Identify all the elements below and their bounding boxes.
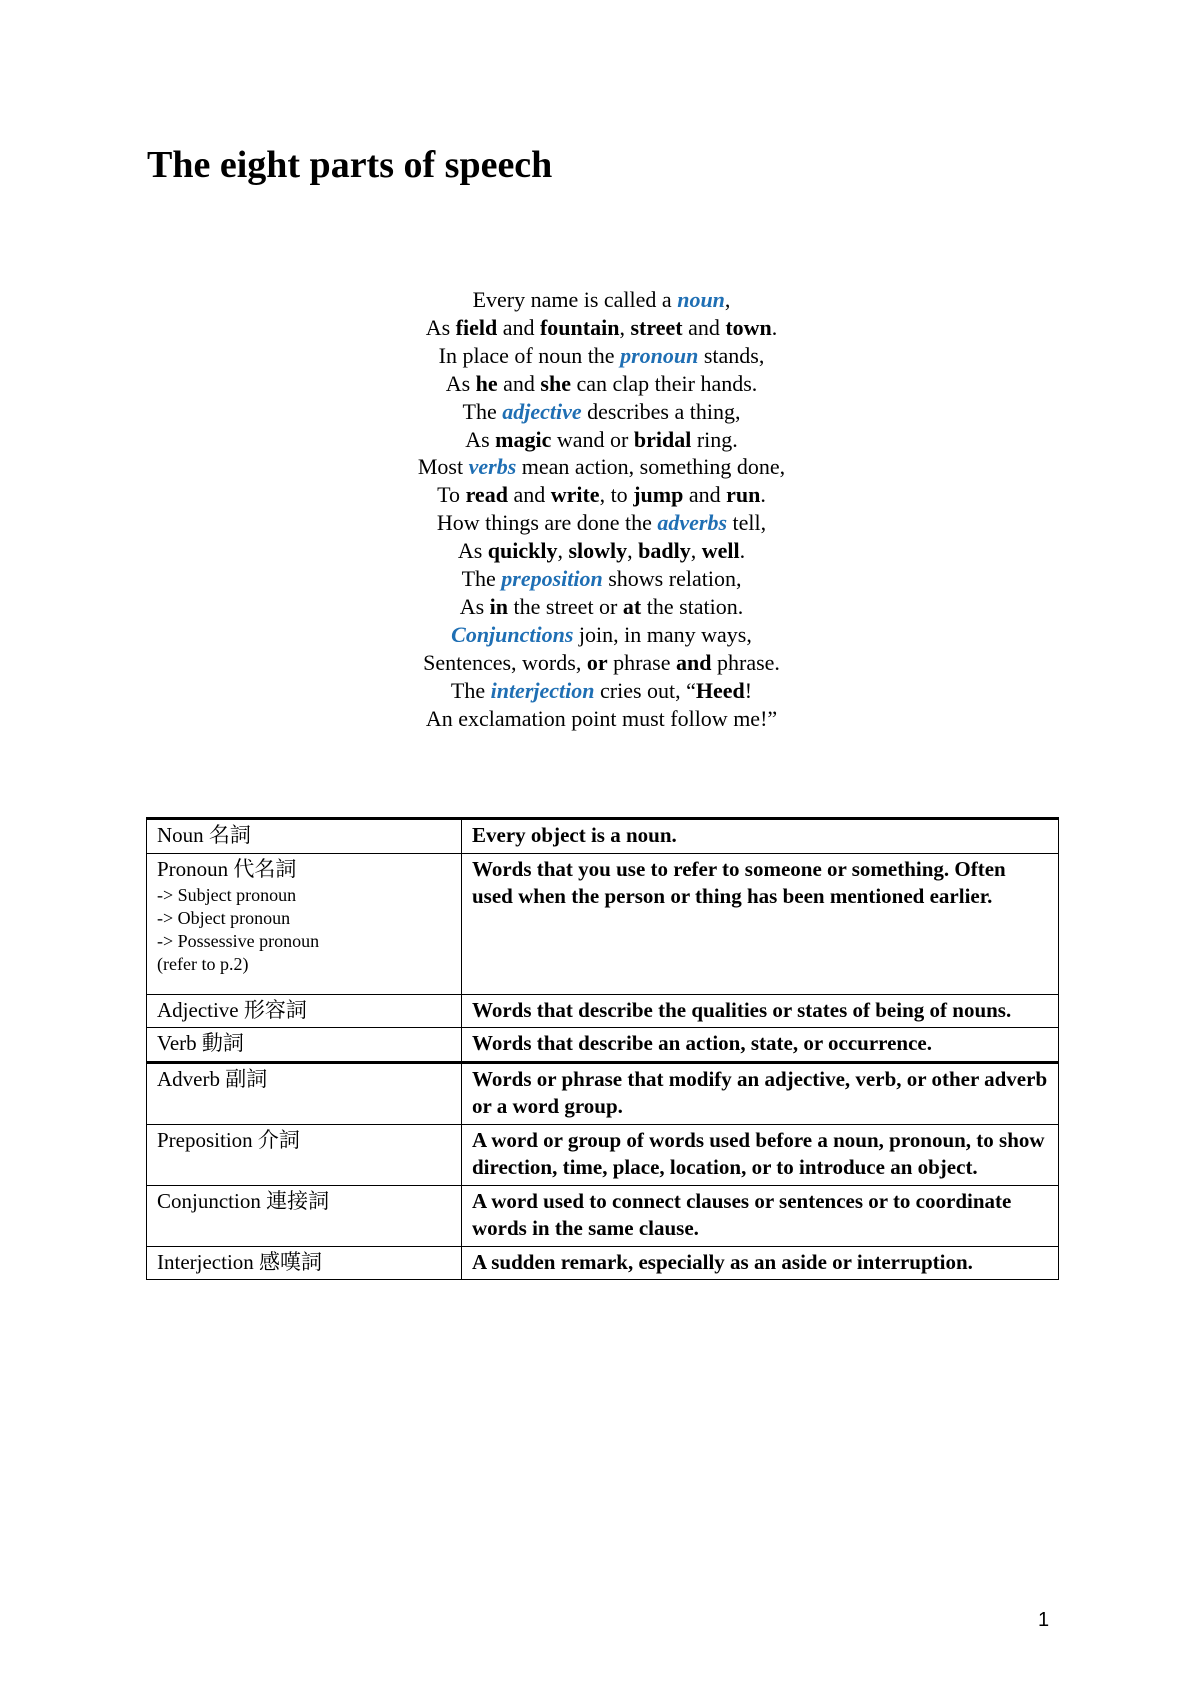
poem-line: Sentences, words, or phrase and phrase. [423, 649, 780, 675]
definition-cell: A word used to connect clauses or sentences or to coordinate words in the same clause. [462, 1185, 1059, 1246]
keyword-adjective: adjective [502, 398, 582, 424]
term-cell: Adverb 副詞 [147, 1062, 462, 1124]
poem [147, 286, 1056, 733]
definition-cell: Every object is a noun. [462, 819, 1059, 854]
definition-cell: A word or group of words used before a noun, pronoun, to show direction, time, place, location, or to introduce an object. [462, 1124, 1059, 1185]
list-item: -> Object pronoun [157, 908, 291, 928]
table-row [147, 1062, 1059, 1124]
poem-line: Most verbs mean action, something done, [417, 454, 786, 480]
page-title: The eight parts of speech [147, 144, 553, 186]
term-cell: Conjunction 連接詞 [147, 1185, 462, 1246]
table-row [147, 1185, 1059, 1246]
term-cell: Pronoun 代名詞 -> Subject pronoun -> Object pronoun -> Possessive pronoun (refer to p.2) [147, 853, 462, 994]
page-number: 1 [1038, 1609, 1050, 1631]
definition-cell: A sudden remark, especially as an aside or interruption. [462, 1246, 1059, 1280]
poem-line: To read and write, to jump and run. [437, 482, 766, 508]
poem-line: The interjection cries out, “Heed! [450, 677, 753, 703]
poem-line: As in the street or at the station. [459, 593, 744, 619]
table-row [147, 1028, 1059, 1063]
term-cell: Noun 名詞 [147, 819, 462, 854]
poem-line: Every name is called a noun, [472, 287, 731, 312]
poem-line: As field and fountain, street and town. [425, 314, 778, 340]
keyword-conjunctions: Conjunctions [451, 621, 574, 647]
poem-line: The adjective describes a thing, [462, 398, 741, 424]
pronoun-sub-list [157, 884, 451, 976]
term-cell: Preposition 介詞 [147, 1124, 462, 1185]
poem-line: As magic wand or bridal ring. [465, 426, 738, 452]
list-item: -> Possessive pronoun [157, 931, 320, 951]
term-cell: Interjection 感嘆詞 [147, 1246, 462, 1280]
table-row [147, 819, 1059, 854]
keyword-adverbs: adverbs [657, 510, 728, 536]
poem-line: Conjunctions join, in many ways, [451, 621, 752, 647]
keyword-noun: noun [677, 287, 725, 312]
poem-line: The preposition shows relation, [461, 566, 742, 592]
keyword-preposition: preposition [501, 566, 603, 592]
table-row [147, 853, 1059, 994]
definition-cell: Words that describe the qualities or states of being of nouns. [462, 994, 1059, 1028]
parts-of-speech-table [146, 817, 1059, 1280]
keyword-pronoun: pronoun [620, 342, 699, 368]
keyword-verbs: verbs [468, 454, 517, 480]
definition-cell: Words that you use to refer to someone or something. Often used when the person or thing has been mentioned earlier. [462, 853, 1059, 994]
term-cell: Verb 動詞 [147, 1028, 462, 1063]
list-item: (refer to p.2) [157, 954, 249, 974]
definition-cell: Words that describe an action, state, or occurrence. [462, 1028, 1059, 1063]
term-cell: Adjective 形容詞 [147, 994, 462, 1028]
table-row [147, 994, 1059, 1028]
poem-line: In place of noun the pronoun stands, [438, 342, 765, 368]
table-row [147, 1246, 1059, 1280]
poem-line: As he and she can clap their hands. [445, 370, 758, 396]
poem-line: As quickly, slowly, badly, well. [457, 538, 746, 564]
keyword-interjection: interjection [490, 677, 595, 703]
poem-line: An exclamation point must follow me!” [425, 705, 778, 731]
definition-cell: Words or phrase that modify an adjective, verb, or other adverb or a word group. [462, 1062, 1059, 1124]
table-row [147, 1124, 1059, 1185]
poem-line: How things are done the adverbs tell, [436, 510, 767, 536]
list-item: -> Subject pronoun [157, 885, 297, 905]
